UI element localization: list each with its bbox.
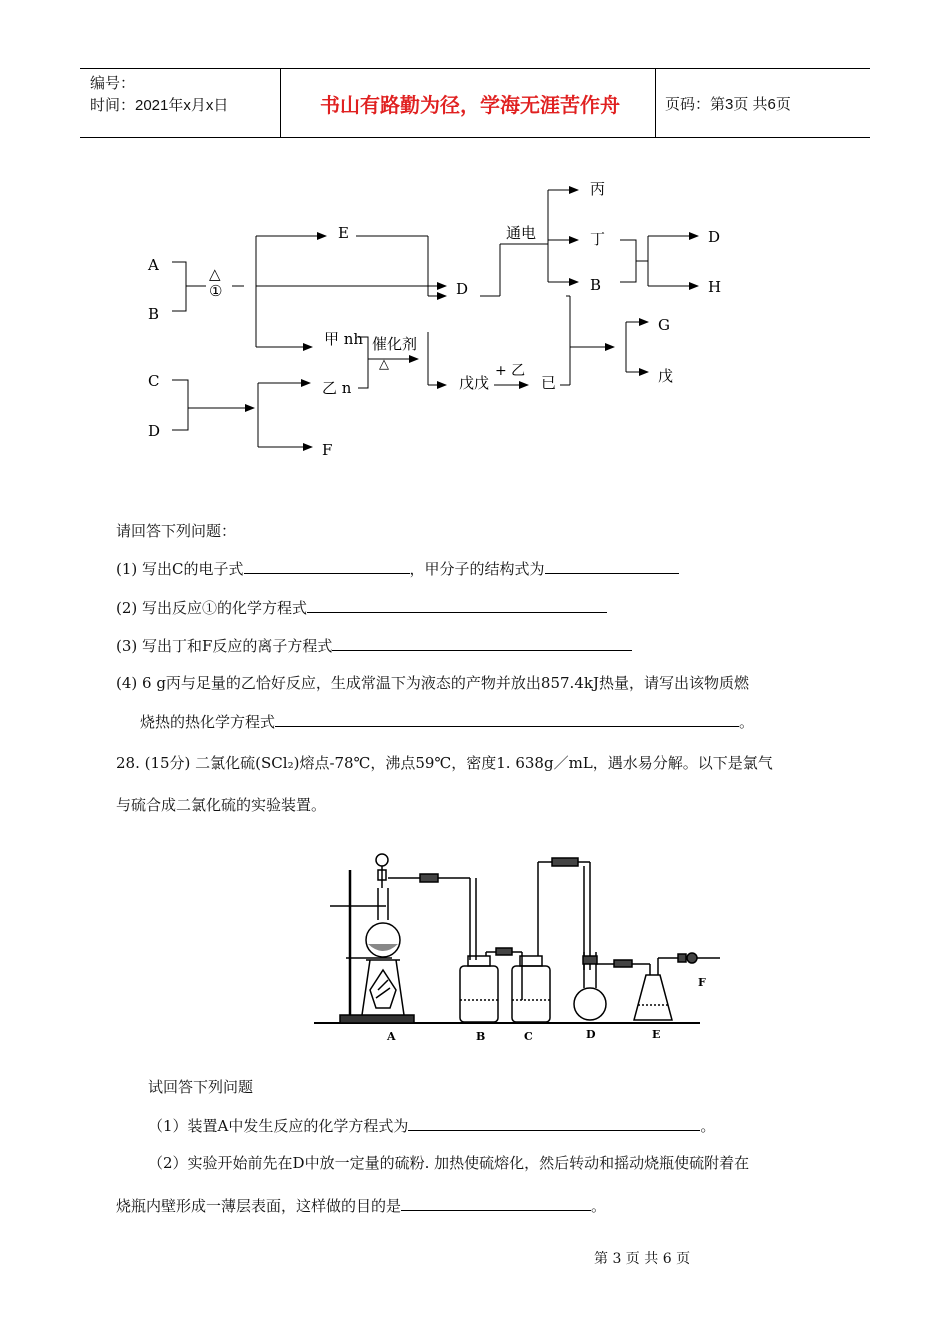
apparatus-label-c: C — [524, 1030, 533, 1043]
node-wu: 戊戊 — [459, 374, 490, 392]
answer-blank[interactable] — [307, 596, 607, 613]
answer-blank[interactable] — [408, 1114, 700, 1131]
sub-question-1-end: 。 — [700, 1117, 716, 1135]
node-b-right: B — [590, 276, 602, 294]
cond-catalyst: 催化剂 — [372, 335, 418, 353]
node-b: B — [148, 305, 160, 323]
question-28-line-1: 28. (15分) 二氯化硫(SCl₂)熔点-78℃，沸点59℃，密度1. 638g／mL，遇水易分解。以下是氯气 — [116, 754, 773, 772]
cond-heat: △ — [209, 265, 221, 283]
question-2 — [116, 596, 607, 618]
answer-blank[interactable] — [401, 1194, 591, 1211]
answer-blank[interactable] — [244, 557, 410, 574]
answer-blank[interactable] — [275, 710, 739, 727]
question-2-text: (2) 写出反应①的化学方程式 — [116, 599, 308, 617]
node-g: G — [658, 316, 670, 334]
question-3 — [116, 634, 632, 656]
cond-reaction-1: ① — [209, 282, 223, 300]
node-f: F — [322, 441, 333, 459]
question-1-text-b: ，甲分子的结构式为 — [409, 560, 545, 578]
sub-question-1-text: （1）装置A中发生反应的化学方程式为 — [148, 1117, 409, 1135]
question-4-end: 。 — [739, 713, 755, 731]
sub-question-2-text-b: 烧瓶内壁形成一薄层表面，这样做的目的是 — [116, 1197, 402, 1215]
header-divider — [655, 69, 656, 137]
question-3-text: (3) 写出丁和F反应的离子方程式 — [116, 637, 333, 655]
node-a: A — [148, 256, 159, 274]
answer-blank[interactable] — [332, 634, 632, 651]
question-4-text-b: 烧热的热化学方程式 — [140, 713, 276, 731]
node-jia: 甲 nh — [324, 330, 364, 348]
cond-plus-yi: + 乙 — [495, 363, 526, 379]
node-h: H — [708, 278, 722, 296]
node-wu2: 戊 — [658, 367, 674, 385]
time-label: 时间：2021年x月x日 — [90, 97, 229, 114]
node-d-right: D — [708, 228, 721, 246]
header-motto: 书山有路勤为径，学海无涯苦作舟 — [320, 94, 620, 117]
apparatus-label-f: F — [698, 976, 706, 989]
bracket-ab — [172, 262, 186, 311]
node-e: E — [338, 224, 349, 242]
apparatus-label-b: B — [476, 1030, 486, 1043]
sub-question-2-line-2 — [116, 1194, 606, 1216]
cond-electrolysis: 通电 — [506, 224, 537, 242]
code-label: 编号： — [90, 75, 136, 92]
questions-intro: 请回答下列问题： — [116, 522, 237, 540]
node-yi: 乙 n — [322, 379, 352, 397]
node-d-mid: D — [456, 280, 469, 298]
question-1 — [116, 557, 679, 579]
cond-catalyst-heat: △ — [379, 357, 389, 372]
sub-question-1 — [148, 1114, 715, 1136]
node-c: C — [148, 372, 160, 390]
apparatus-label-a: A — [387, 1030, 396, 1043]
sub-question-2-end: 。 — [591, 1197, 607, 1215]
page-header — [80, 68, 870, 138]
page-footer: 第 3 页 共 6 页 — [594, 1251, 691, 1267]
question-28-line-2: 与硫合成二氯化硫的实验装置。 — [116, 796, 327, 814]
node-ji: 已 — [541, 374, 557, 392]
node-d-left: D — [148, 422, 161, 440]
node-ding: 丁 — [590, 230, 606, 248]
header-page-label: 页码：第3页 共6页 — [665, 95, 791, 113]
bracket-cd — [172, 380, 188, 430]
apparatus-label-e: E — [652, 1028, 661, 1041]
sub-question-2-line-1: （2）实验开始前先在D中放一定量的硫粉. 加热使硫熔化，然后转动和摇动烧瓶使硫附着在 — [148, 1154, 750, 1172]
question-4-line-2 — [140, 710, 754, 732]
question-4-line-1: (4) 6 g丙与足量的乙恰好反应，生成常温下为液态的产物并放出857.4kJ热量，请写出该物质燃 — [116, 674, 749, 692]
header-meta — [90, 73, 280, 117]
reaction-flowchart — [0, 160, 950, 480]
sub-questions-intro: 试回答下列问题 — [148, 1078, 254, 1096]
node-bing: 丙 — [590, 180, 606, 198]
header-divider — [280, 69, 281, 137]
question-1-text-a: (1) 写出C的电子式 — [116, 560, 244, 578]
apparatus-label-d: D — [586, 1028, 596, 1041]
answer-blank[interactable] — [545, 557, 679, 574]
apparatus-figure — [300, 840, 740, 1050]
